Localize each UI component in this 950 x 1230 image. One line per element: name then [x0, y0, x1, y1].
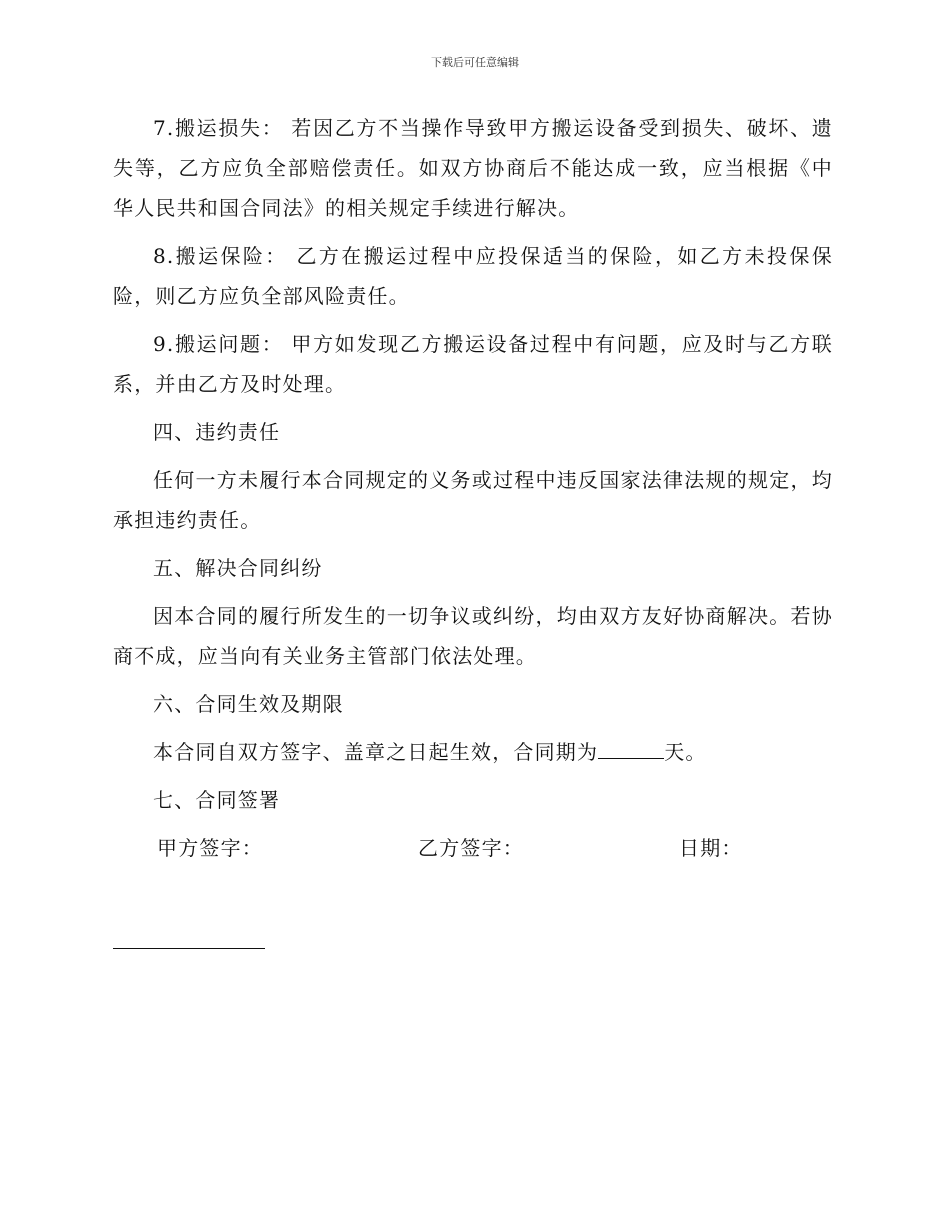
document-body: [113, 108, 833, 876]
date-blank-line[interactable]: [113, 948, 265, 949]
section-6-heading: 六、合同生效及期限: [153, 692, 344, 716]
clause-8-moving-insurance: 8.搬运保险： 乙方在搬运过程中应投保适当的保险，如乙方未投保保险，则乙方应负全部风险责任。: [113, 244, 833, 308]
section-5-text: 因本合同的履行所发生的一切争议或纠纷，均由双方友好协商解决。若协商不成，应当向有关业务主管部门依法处理。: [113, 604, 833, 668]
clause-7-moving-loss: 7.搬运损失： 若因乙方不当操作导致甲方搬运设备受到损失、破坏、遗失等，乙方应负全部赔偿责任。如双方协商后不能达成一致，应当根据《中华人民共和国合同法》的相关规定手续进行解决。: [113, 116, 833, 220]
signature-row: [113, 828, 833, 876]
section-7-heading: 七、合同签署: [153, 788, 281, 812]
party-a-signature-label: 甲方签字：: [157, 836, 263, 860]
section-4-heading: 四、违约责任: [153, 420, 281, 444]
section-5-heading: 五、解决合同纠纷: [153, 556, 323, 580]
clause-9-moving-issues: 9.搬运问题： 甲方如发现乙方搬运设备过程中有问题，应及时与乙方联系，并由乙方及时处理。: [113, 332, 833, 396]
date-label: 日期：: [679, 836, 743, 860]
term-text-after: 天。: [664, 740, 707, 764]
term-days-blank[interactable]: [598, 734, 664, 759]
section-4-text: 任何一方未履行本合同规定的义务或过程中违反国家法律法规的规定，均承担违约责任。: [113, 468, 833, 532]
page-header: 下载后可任意编辑: [431, 56, 519, 69]
section-6-text: [113, 732, 833, 772]
term-text-before: 本合同自双方签字、盖章之日起生效，合同期为: [153, 740, 599, 764]
party-b-signature-label: 乙方签字：: [418, 836, 524, 860]
